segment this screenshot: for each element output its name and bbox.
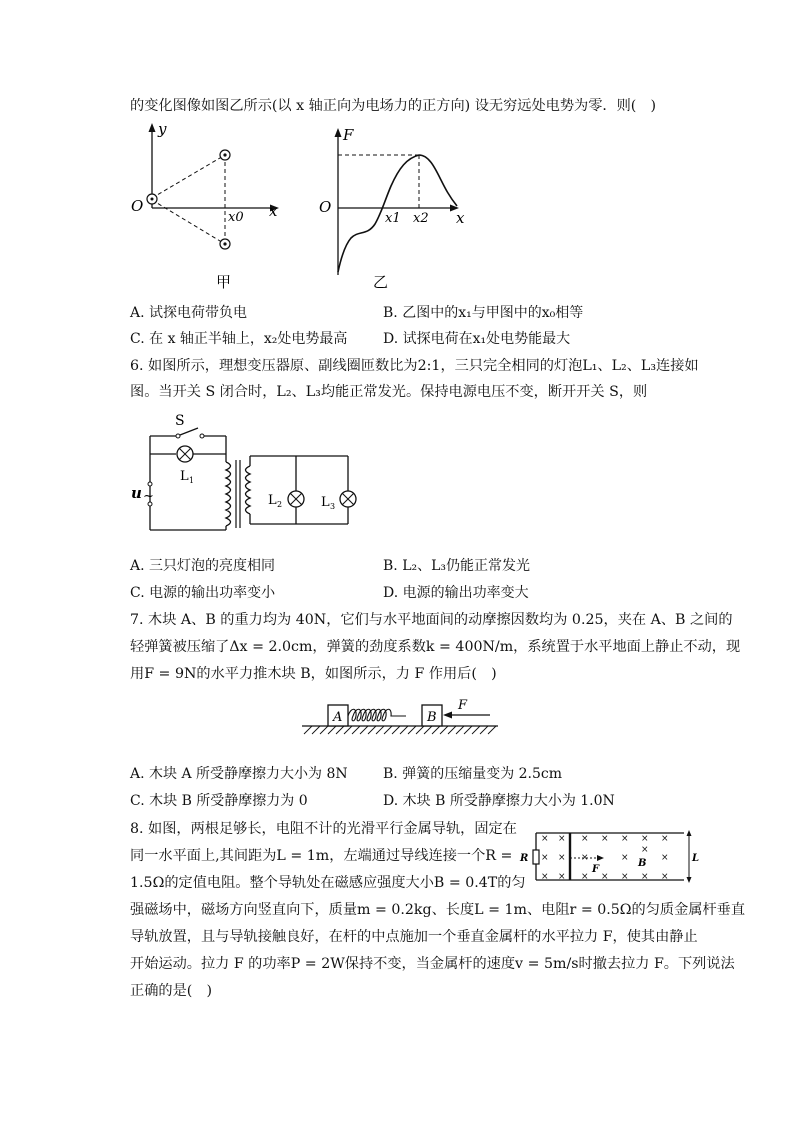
q8-stem-line-5: 导轨放置，且与导轨接触良好，在杆的中点施加一个垂直金属杆的水平拉力 F，使其由静止	[130, 929, 698, 945]
l2-label: L	[268, 493, 277, 508]
yi-x1-label: x1	[385, 211, 401, 226]
jia-caption: 甲	[216, 273, 232, 291]
q6-option-a: A. 三只灯泡的亮度相同	[130, 558, 276, 574]
q7-stem-line-3: 用F = 9N的水平力推木块 B，如图所示，力 F 作用后( )	[130, 666, 497, 682]
switch-label: S	[175, 413, 185, 429]
q7-stem-line-1: 7. 木块 A、B 的重力均为 40N，它们与水平地面间的动摩擦因数均为 0.25，夹在 A、B 之间的	[130, 612, 733, 628]
q7-option-b: B. 弹簧的压缩量变为 2.5cm	[383, 766, 563, 782]
force-f-label: F	[458, 698, 468, 713]
yi-f-label: F	[343, 126, 354, 144]
jia-x-label: x	[269, 202, 278, 220]
field-cross: ×	[541, 834, 549, 844]
field-cross: ×	[601, 872, 609, 882]
field-cross: ×	[558, 834, 566, 844]
q6-option-b: B. L₂、L₃仍能正常发光	[383, 558, 531, 574]
field-cross: ×	[558, 872, 566, 882]
q8-stem-line-1: 8. 如图，两根足够长，电阻不计的光滑平行金属导轨，固定在	[130, 821, 517, 837]
yi-x-label: x	[456, 209, 465, 227]
field-cross: ×	[541, 872, 549, 882]
field-cross: ×	[621, 853, 629, 863]
yi-x2-label: x2	[413, 211, 429, 226]
jia-y-label: y	[158, 120, 167, 138]
blocks-spring-figure	[300, 697, 500, 739]
q8-stem-line-7: 正确的是( )	[130, 983, 213, 999]
svg-text:2: 2	[277, 500, 283, 509]
q7-option-d: D. 木块 B 所受静摩擦力大小为 1.0N	[383, 793, 615, 809]
q7-option-a: A. 木块 A 所受静摩擦力大小为 8N	[130, 766, 348, 782]
resistor-r	[533, 850, 539, 864]
yi-origin-label: O	[319, 198, 332, 216]
field-cross: ×	[541, 853, 549, 863]
field-cross: ×	[661, 872, 669, 882]
force-label: F	[592, 864, 600, 875]
field-cross: ×	[621, 872, 629, 882]
q6-stem-line-1: 6. 如图所示，理想变压器原、副线圈匝数比为2:1，三只完全相同的灯泡L₁、L₂、L₃连接如	[130, 358, 699, 374]
q8-stem-line-3: 1.5Ω的定值电阻。整个导轨处在磁感应强度大小B = 0.4T的匀	[130, 875, 526, 891]
width-label: L	[692, 853, 700, 864]
spring	[348, 709, 406, 721]
yi-f-arrow	[335, 128, 342, 137]
field-cross: ×	[641, 872, 649, 882]
field-cross: ×	[661, 853, 669, 863]
source-u-label: u	[131, 484, 142, 502]
resistor-label: R	[520, 853, 529, 864]
transformer-circuit	[128, 412, 368, 542]
jia-y-arrow	[149, 123, 156, 132]
field-cross: ×	[641, 845, 649, 855]
block-a-label: A	[333, 710, 343, 725]
primary-coil	[226, 462, 231, 526]
q7-stem-line-2: 轻弹簧被压缩了Δx = 2.0cm，弹簧的劲度系数k = 400N/m，系统置于水平地面上静止不动，现	[130, 639, 741, 655]
q6-option-c: C. 电源的输出功率变小	[130, 585, 276, 601]
svg-text:3: 3	[330, 502, 336, 511]
field-cross: ×	[581, 834, 589, 844]
svg-text:1: 1	[189, 476, 195, 485]
rail-magnetic-figure	[518, 826, 698, 886]
figure-jia	[131, 120, 298, 291]
q5-option-b: B. 乙图中的x₁与甲图中的x₀相等	[383, 305, 584, 321]
l1-label: L	[180, 469, 189, 484]
field-cross: ×	[581, 853, 589, 863]
figure-yi	[315, 120, 475, 290]
field-cross: ×	[621, 834, 629, 844]
source-tilde: ~	[143, 489, 154, 504]
q5-option-c: C. 在 x 轴正半轴上，x₂处电势最高	[130, 331, 348, 347]
q8-stem-line-2: 同一水平面上,其间距为L = 1m，左端通过导线连接一个R =	[130, 848, 513, 864]
field-cross: ×	[661, 834, 669, 844]
jia-dash-lower	[152, 200, 225, 244]
q7-option-c: C. 木块 B 所受静摩擦力为 0	[130, 793, 308, 809]
block-b-label: B	[427, 710, 437, 725]
q5-option-d: D. 试探电荷在x₁处电势能最大	[383, 331, 571, 347]
q5-intro-line: 的变化图像如图乙所示(以 x 轴正向为电场力的正方向) 设无穷远处电势为零．则( )	[130, 98, 657, 114]
q6-stem-line-2: 图。当开关 S 闭合时，L₂、L₃均能正常发光。保持电源电压不变，断开开关 S，则	[130, 384, 648, 400]
q8-stem-line-4: 强磁场中，磁场方向竖直向下，质量m = 0.2kg、长度L = 1m、电阻r = 0.5Ω的匀质金属杆垂直	[130, 902, 746, 918]
field-b-label: B	[638, 858, 647, 869]
q5-option-a: A. 试探电荷带负电	[130, 305, 248, 321]
secondary-coil	[246, 466, 251, 514]
l3-label: L	[321, 495, 330, 510]
field-cross: ×	[641, 834, 649, 844]
switch-s	[180, 428, 198, 435]
field-cross: ×	[581, 872, 589, 882]
q8-stem-line-6: 开始运动。拉力 F 的功率P = 2W保持不变，当金属杆的速度v = 5m/s时撤去拉力 F。下列说法	[130, 956, 735, 972]
field-cross: ×	[558, 853, 566, 863]
jia-origin-label: O	[131, 197, 144, 215]
jia-dash-upper	[152, 155, 225, 198]
jia-x0-label: x0	[228, 210, 244, 225]
field-cross: ×	[601, 834, 609, 844]
q6-option-d: D. 电源的输出功率变大	[383, 585, 529, 601]
yi-caption: 乙	[373, 273, 389, 291]
